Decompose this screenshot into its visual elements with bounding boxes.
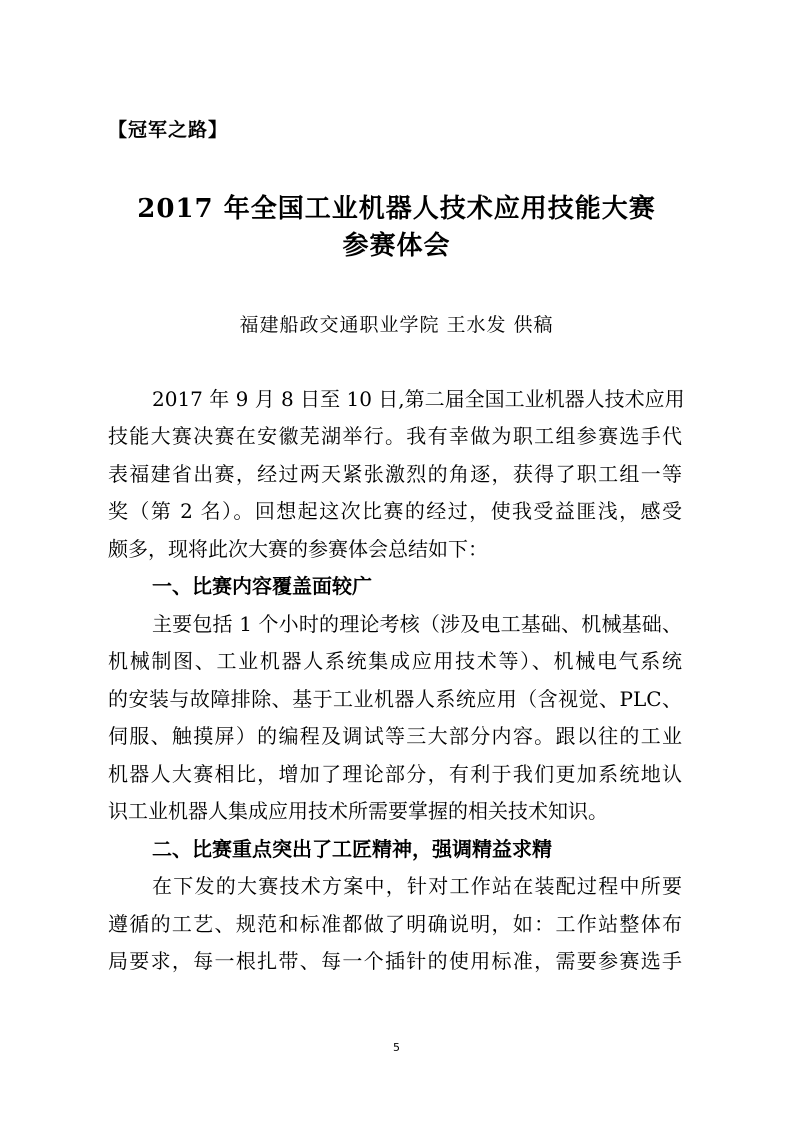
body-line: 主要包括 1 个小时的理论考核（涉及电工基础、机械基础、 <box>152 612 682 636</box>
body-line: 在下发的大赛技术方案中，针对工作站在装配过程中所要 <box>152 874 682 898</box>
body-line: 奖（第 2 名）。回想起这次比赛的经过，使我受益匪浅，感受 <box>108 499 682 523</box>
body-line: 伺服、触摸屏）的编程及调试等三大部分内容。跟以往的工业 <box>108 724 682 748</box>
body-line: 识工业机器人集成应用技术所需要掌握的相关技术知识。 <box>108 799 608 823</box>
body-line: 的安装与故障排除、基于工业机器人系统应用（含视觉、PLC、 <box>108 687 682 711</box>
author-line: 福建船政交通职业学院 王水发 供稿 <box>239 314 554 336</box>
article-title-line-2: 参赛体会 <box>342 231 451 261</box>
body-line: 机械制图、工业机器人系统集成应用技术等）、机械电气系统 <box>108 649 682 673</box>
body-line: 机器人大赛相比，增加了理论部分，有利于我们更加系统地认 <box>108 762 682 786</box>
body-line: 表福建省出赛，经过两天紧张激烈的角逐，获得了职工组一等 <box>108 462 682 486</box>
section-heading: 二、比赛重点突出了工匠精神，强调精益求精 <box>152 837 552 861</box>
body-line: 2017 年 9 月 8 日至 10 日,第二届全国工业机器人技术应用 <box>152 387 685 411</box>
article-title-line-1: 2017 年全国工业机器人技术应用技能大赛 <box>137 194 656 224</box>
body-line: 颇多，现将此次大赛的参赛体会总结如下： <box>108 537 488 561</box>
section-heading: 一、比赛内容覆盖面较广 <box>152 574 372 598</box>
body-line: 技能大赛决赛在安徽芜湖举行。我有幸做为职工组参赛选手代 <box>108 424 682 448</box>
page-number: 5 <box>393 1041 400 1054</box>
column-tag: 【冠军之路】 <box>108 119 229 141</box>
body-line: 局要求，每一根扎带、每一个插针的使用标准，需要参赛选手 <box>108 949 682 973</box>
body-line: 遵循的工艺、规范和标准都做了明确说明，如：工作站整体布 <box>108 912 682 936</box>
